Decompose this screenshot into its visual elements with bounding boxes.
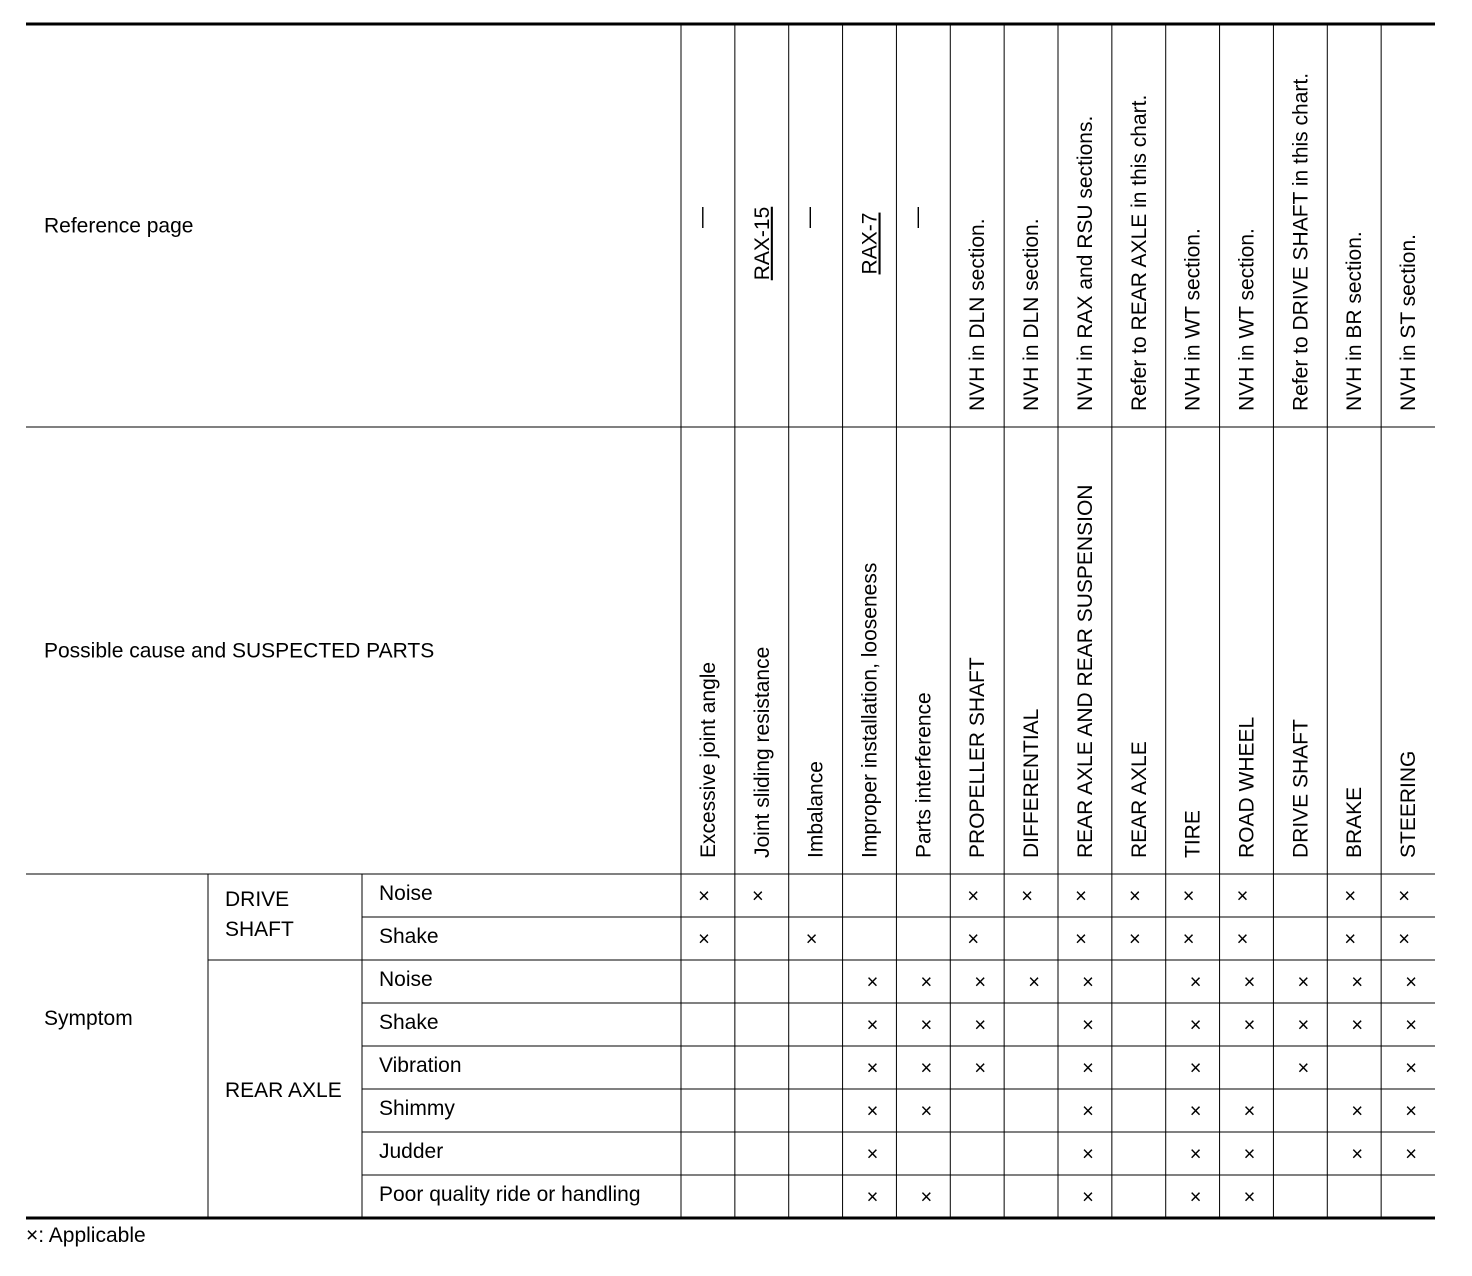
applicable-mark: × — [1082, 971, 1094, 994]
applicable-mark: × — [1405, 971, 1417, 994]
legend-note: ×: Applicable — [26, 1224, 146, 1247]
applicable-mark: × — [1351, 971, 1364, 994]
applicable-mark: × — [1189, 1186, 1202, 1209]
reference-page-text: NVH in DLN section. — [1020, 218, 1044, 411]
reference-page-text: Refer to DRIVE SHAFT in this chart. — [1289, 72, 1313, 411]
applicable-mark: × — [1189, 1057, 1202, 1080]
applicable-mark: × — [1128, 928, 1141, 951]
applicable-mark: × — [1082, 1014, 1094, 1037]
cause-label: REAR AXLE — [1127, 741, 1151, 858]
applicable-mark: × — [866, 1057, 879, 1080]
applicable-mark: × — [1243, 971, 1256, 994]
applicable-mark: × — [1236, 885, 1249, 908]
applicable-mark: × — [920, 971, 933, 994]
applicable-mark: × — [1243, 1186, 1256, 1209]
applicable-mark: × — [1075, 928, 1087, 951]
applicable-mark: × — [1243, 1100, 1256, 1123]
applicable-mark: × — [1344, 928, 1357, 951]
cause-label: Improper installation, looseness — [858, 562, 882, 858]
applicable-mark: × — [1189, 1143, 1202, 1166]
applicable-mark: × — [1075, 885, 1087, 908]
applicable-mark: × — [1189, 1100, 1202, 1123]
applicable-mark: × — [866, 1186, 879, 1209]
cause-label: REAR AXLE AND REAR SUSPENSION — [1073, 484, 1097, 858]
cause-label: DIFFERENTIAL — [1020, 708, 1044, 858]
applicable-mark: × — [1082, 1057, 1094, 1080]
applicable-mark: × — [920, 1100, 933, 1123]
cause-label: Parts interference — [912, 692, 936, 858]
reference-page-text: NVH in WT section. — [1181, 228, 1205, 411]
reference-dash: — — [797, 207, 821, 228]
cause-label: ROAD WHEEL — [1235, 716, 1259, 858]
cause-label: STEERING — [1397, 750, 1421, 858]
applicable-mark: × — [1189, 971, 1202, 994]
applicable-mark: × — [967, 885, 980, 908]
reference-page-text: NVH in RAX and RSU sections. — [1073, 115, 1097, 411]
reference-link: RAX-7 — [858, 212, 882, 275]
symptom-name: Shimmy — [379, 1097, 455, 1120]
applicable-mark: × — [974, 1057, 987, 1080]
applicable-mark: × — [1297, 1014, 1310, 1037]
applicable-mark: × — [920, 1014, 933, 1037]
reference-page-text: NVH in DLN section. — [966, 218, 990, 411]
applicable-mark: × — [1344, 885, 1357, 908]
applicable-mark: × — [1243, 1143, 1256, 1166]
cause-label: PROPELLER SHAFT — [966, 657, 990, 858]
applicable-mark: × — [1128, 885, 1141, 908]
applicable-mark: × — [1082, 1143, 1094, 1166]
symptom-name: Shake — [379, 925, 439, 948]
applicable-mark: × — [1182, 885, 1195, 908]
cause-label: TIRE — [1181, 810, 1205, 858]
applicable-mark: × — [698, 885, 710, 908]
reference-dash: — — [689, 207, 713, 228]
applicable-mark: × — [1351, 1100, 1364, 1123]
applicable-mark: × — [1297, 971, 1310, 994]
applicable-mark: × — [967, 928, 980, 951]
applicable-mark: × — [1182, 928, 1195, 951]
applicable-mark: × — [698, 928, 710, 951]
symptom-name: Judder — [379, 1140, 444, 1163]
applicable-mark: × — [866, 1100, 879, 1123]
applicable-mark: × — [1082, 1100, 1094, 1123]
symptom-label: Symptom — [44, 1007, 133, 1030]
cause-label: Joint sliding resistance — [750, 646, 774, 858]
applicable-mark: × — [974, 1014, 987, 1037]
symptom-name: Vibration — [379, 1054, 462, 1077]
cause-label: BRAKE — [1343, 786, 1367, 858]
applicable-mark: × — [1189, 1014, 1202, 1037]
applicable-mark: × — [920, 1186, 933, 1209]
reference-dash: — — [905, 207, 929, 228]
symptom-group-name: REAR AXLE — [225, 1079, 342, 1102]
symptom-group-name: DRIVE — [225, 888, 290, 911]
reference-link: RAX-15 — [750, 206, 774, 281]
symptom-name: Noise — [379, 882, 433, 905]
symptom-name: Noise — [379, 968, 433, 991]
applicable-mark: × — [1297, 1057, 1310, 1080]
cause-label: DRIVE SHAFT — [1289, 719, 1313, 858]
applicable-mark: × — [866, 1014, 879, 1037]
applicable-mark: × — [1021, 885, 1033, 908]
applicable-mark: × — [1351, 1143, 1364, 1166]
symptom-group-name: SHAFT — [225, 918, 294, 941]
applicable-mark: × — [805, 928, 818, 951]
reference-page-text: Refer to REAR AXLE in this chart. — [1127, 94, 1151, 411]
applicable-mark: × — [1351, 1014, 1364, 1037]
applicable-mark: × — [1405, 1143, 1417, 1166]
table-grid — [26, 24, 1435, 1218]
applicable-mark: × — [751, 885, 764, 908]
applicable-mark: × — [1236, 928, 1249, 951]
applicable-mark: × — [1405, 1057, 1417, 1080]
applicable-mark: × — [1028, 971, 1040, 994]
reference-page-text: NVH in ST section. — [1397, 233, 1421, 411]
cause-label: Excessive joint angle — [696, 661, 720, 858]
applicable-mark: × — [866, 971, 879, 994]
possible-cause-label: Possible cause and SUSPECTED PARTS — [44, 639, 435, 663]
applicable-mark: × — [1398, 885, 1410, 908]
reference-page-text: NVH in BR section. — [1343, 231, 1367, 411]
symptom-name: Shake — [379, 1011, 439, 1034]
applicable-mark: × — [974, 971, 987, 994]
applicable-mark: × — [1398, 928, 1410, 951]
reference-page-text: NVH in WT section. — [1235, 228, 1259, 411]
reference-page-label: Reference page — [44, 214, 194, 238]
applicable-mark: × — [1405, 1014, 1417, 1037]
symptom-name: Poor quality ride or handling — [379, 1183, 641, 1206]
applicable-mark: × — [866, 1143, 879, 1166]
applicable-mark: × — [1405, 1100, 1417, 1123]
applicable-mark: × — [1243, 1014, 1256, 1037]
table-labels — [44, 73, 1420, 1206]
applicable-mark: × — [1082, 1186, 1094, 1209]
applicable-mark: × — [920, 1057, 933, 1080]
cause-label: Imbalance — [804, 761, 828, 858]
